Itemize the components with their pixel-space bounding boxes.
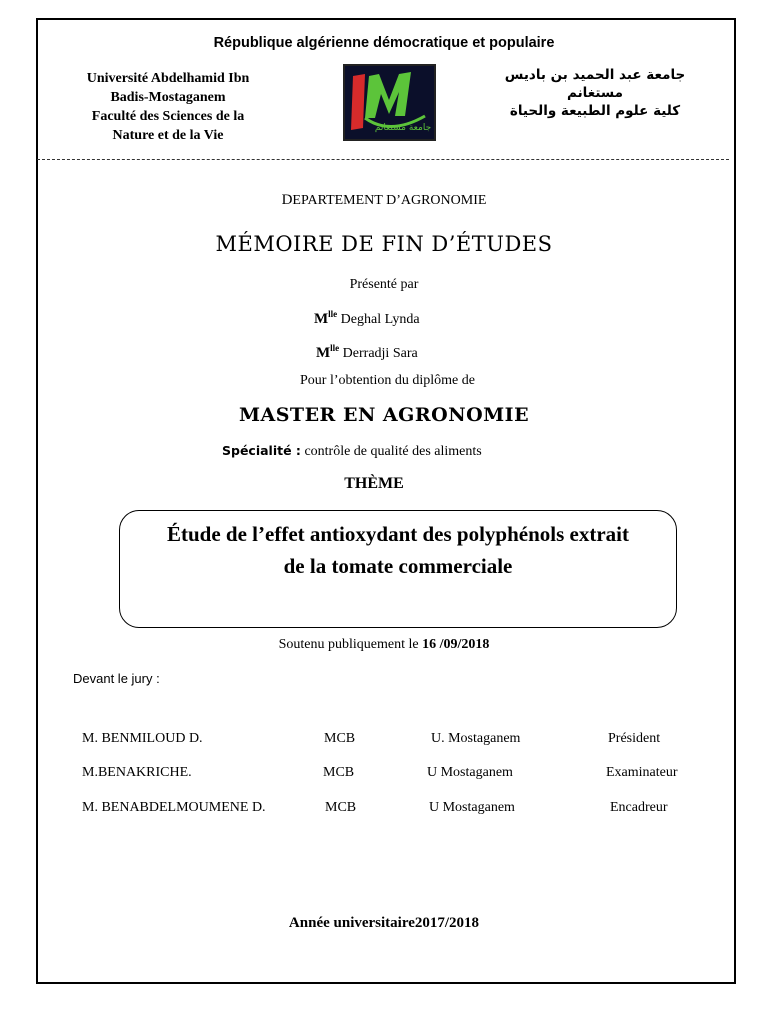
university-name-french xyxy=(68,69,268,145)
memoire-title: MÉMOIRE DE FIN D’ÉTUDES xyxy=(215,232,553,256)
republic-heading: République algérienne démocratique et populaire xyxy=(213,35,555,51)
student-name-text: Derradji Sara xyxy=(339,346,418,361)
academic-year: Année universitaire2017/2018 xyxy=(288,915,480,931)
jury-institution: U Mostaganem xyxy=(427,765,513,780)
jury-row xyxy=(0,800,768,820)
theme-title xyxy=(119,518,677,582)
university-line-arabic: كلية علوم الطبيعة والحياة xyxy=(509,103,681,119)
jury-label: Devant le jury : xyxy=(73,671,160,686)
jury-role: Président xyxy=(608,731,661,746)
university-line-arabic: جامعة عبد الحميد بن باديس xyxy=(504,67,686,83)
header-divider xyxy=(37,159,729,160)
jury-institution: U. Mostaganem xyxy=(431,731,521,746)
department-rest: EPARTEMENT D’AGRONOMIE xyxy=(292,193,487,208)
student-name xyxy=(314,309,420,328)
degree-title: MASTER EN AGRONOMIE xyxy=(238,404,530,426)
jury-institution: U Mostaganem xyxy=(429,800,515,815)
jury-role: Encadreur xyxy=(610,800,668,815)
student-name xyxy=(316,343,418,362)
defense-text: Soutenu publiquement le xyxy=(278,637,423,652)
university-line-arabic: مستغانم xyxy=(567,85,623,101)
university-logo xyxy=(343,64,436,141)
university-line: Université Abdelhamid Ibn xyxy=(86,71,250,86)
specialite xyxy=(222,443,482,460)
presented-by: Présenté par xyxy=(349,277,419,292)
logo-caption: جامعة مستغانم xyxy=(374,123,432,133)
jury-row xyxy=(0,765,768,785)
student-title: $M^{lle}$ xyxy=(316,343,340,361)
department-title xyxy=(0,192,768,209)
jury-grade: MCB xyxy=(324,731,356,746)
student-title: $M^{lle}$ xyxy=(314,309,338,327)
obtention-text: Pour l’obtention du diplôme de xyxy=(300,373,475,388)
theme-title-line: Étude de l’effet antioxydant des polyphénols extrait xyxy=(167,522,629,546)
specialite-value: contrôle de qualité des aliments xyxy=(300,444,482,459)
university-line: Faculté des Sciences de la xyxy=(91,109,245,124)
jury-row xyxy=(0,731,768,751)
defense-date xyxy=(0,637,768,653)
university-name-arabic xyxy=(470,66,720,120)
jury-grade: MCB xyxy=(323,765,355,780)
defense-date-value: 16 /09/2018 xyxy=(422,637,490,652)
page-border xyxy=(36,18,736,984)
university-logo-graphic xyxy=(345,66,434,139)
theme-label: THÈME xyxy=(344,475,404,492)
jury-name: M.BENAKRICHE. xyxy=(82,765,192,780)
jury-role: Examinateur xyxy=(606,765,678,780)
student-name-text: Deghal Lynda xyxy=(337,312,420,327)
jury-name: M. BENMILOUD D. xyxy=(82,731,203,746)
specialite-label: Spécialité : xyxy=(222,443,301,458)
jury-grade: MCB xyxy=(325,800,357,815)
university-line: Nature et de la Vie xyxy=(112,128,224,143)
jury-name: M. BENABDELMOUMENE D. xyxy=(82,800,266,815)
theme-title-line: de la tomate commerciale xyxy=(283,554,513,578)
university-line: Badis-Mostaganem xyxy=(110,90,226,105)
department-initial: D xyxy=(281,192,293,208)
